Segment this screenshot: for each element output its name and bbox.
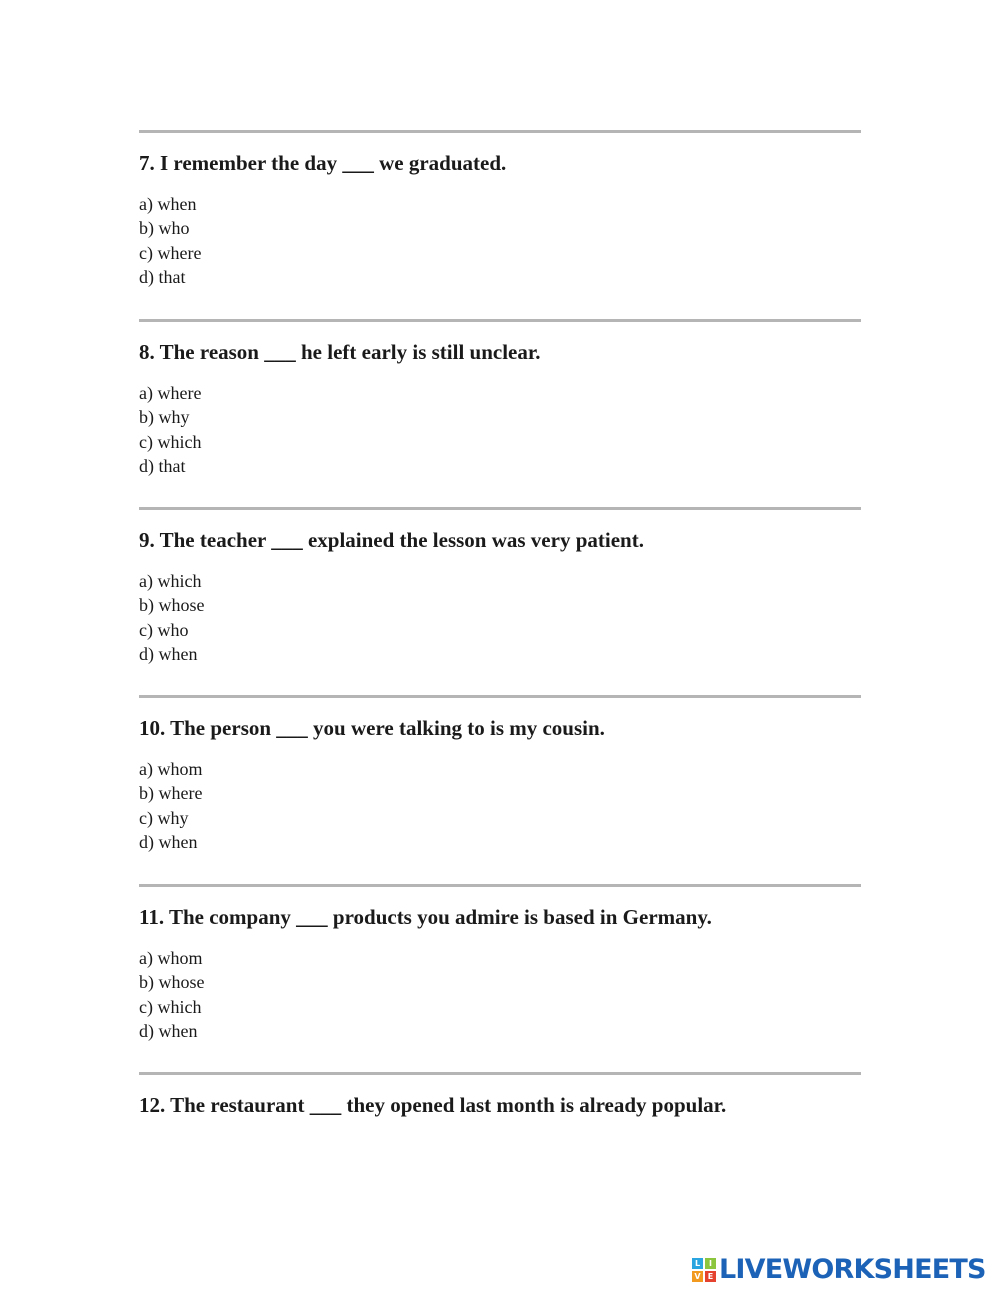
option-b[interactable]: b) whose — [139, 595, 205, 616]
option-b[interactable]: b) why — [139, 407, 190, 428]
option-c[interactable]: c) which — [139, 996, 202, 1017]
option-a[interactable]: a) whom — [139, 759, 203, 779]
option-a[interactable]: a) which — [139, 571, 202, 591]
option-c[interactable]: c) why — [139, 807, 189, 828]
divider — [139, 1072, 861, 1075]
logo-mark-icon — [692, 1258, 716, 1282]
option-c[interactable]: c) who — [139, 619, 189, 640]
option-b[interactable]: b) where — [139, 783, 203, 804]
option-d[interactable]: d) that — [139, 267, 186, 288]
logo-mark-letter: L — [692, 1258, 703, 1269]
question-text: 11. The company ___ products you admire is based in Germany. — [139, 905, 712, 929]
divider — [139, 884, 861, 887]
option-d[interactable]: d) that — [139, 456, 186, 477]
options-list — [139, 569, 205, 667]
option-c[interactable]: c) which — [139, 431, 202, 452]
options-list — [139, 192, 201, 290]
options-list — [139, 381, 201, 479]
question-text: 9. The teacher ___ explained the lesson was very patient. — [139, 528, 644, 552]
option-b[interactable]: b) whose — [139, 972, 205, 993]
divider — [139, 695, 861, 698]
logo-text: LIVEWORKSHEETS — [719, 1254, 986, 1285]
divider — [139, 319, 861, 322]
option-a[interactable]: a) when — [139, 194, 197, 214]
option-d[interactable]: d) when — [139, 832, 198, 853]
divider — [139, 130, 861, 133]
liveworksheets-logo — [692, 1256, 986, 1283]
option-c[interactable]: c) where — [139, 242, 202, 263]
logo-mark-letter: I — [705, 1258, 716, 1269]
option-b[interactable]: b) who — [139, 218, 190, 239]
option-d[interactable]: d) when — [139, 644, 198, 665]
option-d[interactable]: d) when — [139, 1021, 198, 1042]
options-list — [139, 946, 205, 1044]
logo-mark-letter: E — [705, 1271, 716, 1282]
option-a[interactable]: a) where — [139, 383, 202, 403]
question-text: 12. The restaurant ___ they opened last month is already popular. — [139, 1093, 727, 1117]
divider — [139, 507, 861, 510]
options-list — [139, 757, 202, 855]
logo-mark-letter: V — [692, 1271, 703, 1282]
question-text: 8. The reason ___ he left early is still unclear. — [139, 340, 541, 364]
option-a[interactable]: a) whom — [139, 948, 203, 968]
question-text: 7. I remember the day ___ we graduated. — [139, 151, 507, 175]
question-text: 10. The person ___ you were talking to is my cousin. — [139, 716, 605, 740]
